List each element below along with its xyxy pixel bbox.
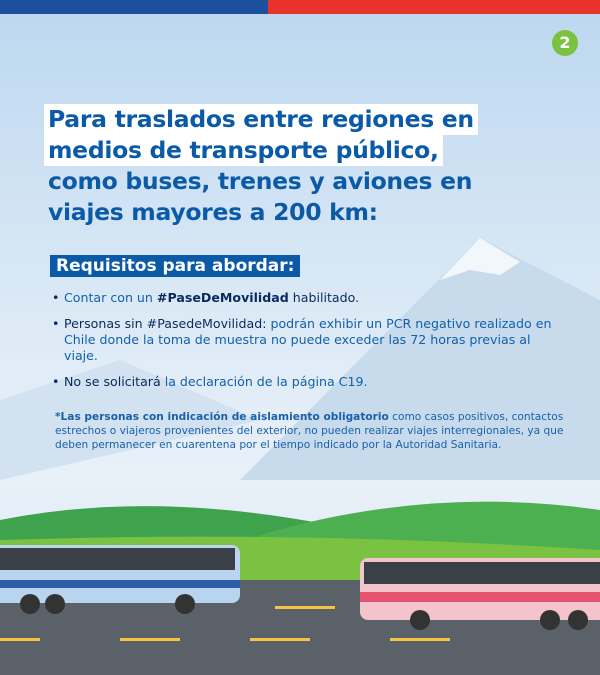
isolation-note: *Las personas con indicación de aislamiento obligatorio como casos positivos, contactos estrechos o viajeros provenientes del exterior, no pueden realizar viajes interregionales, ya que deben permanecer en cuarentena por el tiempo indicado por la Autoridad Sanitaria.	[55, 411, 564, 451]
requirements-heading: Requisitos para abordar:	[50, 255, 300, 277]
title-line: medios de transporte público,	[44, 135, 443, 166]
road-scene-illustration	[0, 480, 600, 675]
title-line: viajes mayores a 200 km:	[48, 198, 378, 226]
title-line: como buses, trenes y aviones en	[48, 167, 473, 195]
title-line: Para traslados entre regiones en	[44, 104, 478, 135]
page-title	[48, 104, 478, 228]
list-item: • No se solicitará la declaración de la página C19.	[52, 374, 552, 390]
requirements-list	[52, 290, 552, 400]
pink-bus-icon	[360, 558, 600, 630]
list-item: • Contar con un #PaseDeMovilidad habilitado.	[52, 290, 552, 306]
page-number-badge: 2	[552, 30, 578, 56]
list-item: • Personas sin #PasedeMovilidad: podrán exhibir un PCR negativo realizado en Chile donde la toma de muestra no puede exceder las 72 horas previas al viaje.	[52, 316, 552, 364]
